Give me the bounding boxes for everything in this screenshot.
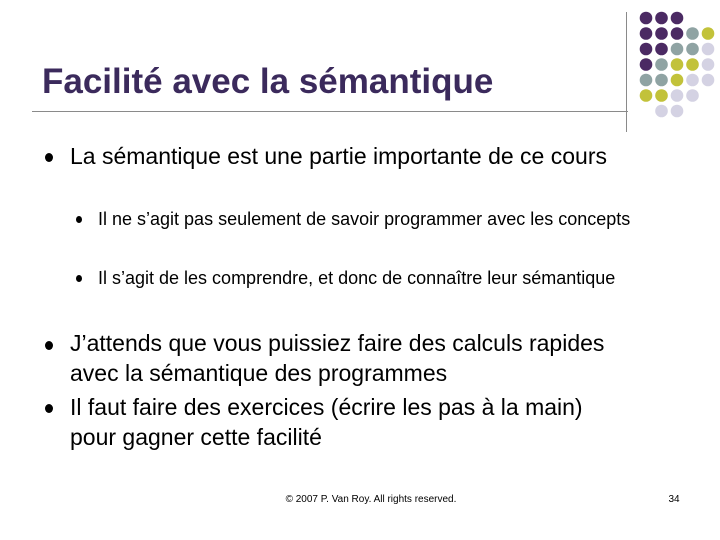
sub-bullet-item: Il ne s’agit pas seulement de savoir programmer avec les concepts — [98, 209, 631, 229]
bullet-item: J’attends que vous puissiez faire des calculs rapides avec la sémantique des programmes — [70, 330, 605, 386]
page-number: 34 — [668, 494, 680, 505]
bullet-marker — [45, 341, 53, 350]
bullet-marker — [45, 404, 53, 413]
sub-bullet-marker — [76, 216, 82, 223]
slide-title: Facilité avec la sémantique — [42, 62, 494, 101]
bullet-item: Il faut faire des exercices (écrire les pas à la main) pour gagner cette facilité — [70, 394, 583, 450]
bullet-marker — [45, 153, 53, 162]
sub-bullet-item: Il s’agit de les comprendre, et donc de connaître leur sémantique — [98, 268, 616, 288]
copyright-footer: © 2007 P. Van Roy. All rights reserved. — [285, 494, 457, 505]
sub-bullet-marker — [76, 275, 82, 282]
bullet-item: La sémantique est une partie importante de ce cours — [70, 143, 607, 169]
